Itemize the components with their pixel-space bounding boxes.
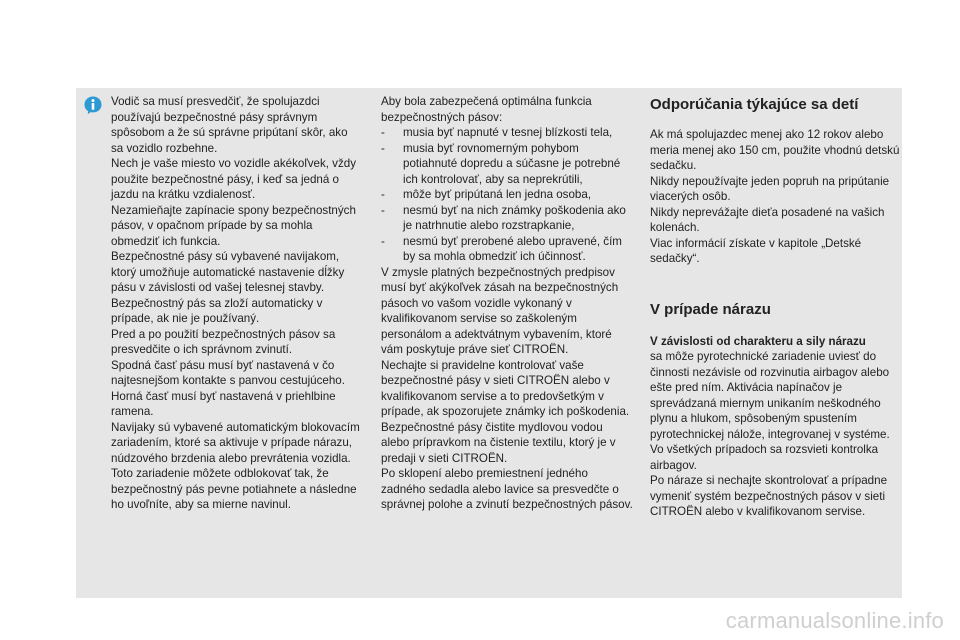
paragraph: Vodič sa musí presvedčiť, že spolujazdci používajú bezpečnostné pásy správnym spôsobom a že sú správne pripútaní skôr, ako sa vozidlo rozbehne. [111,95,348,155]
paragraph: Nezamieňajte zapínacie spony bezpečnostných pásov, v opačnom prípade by sa mohla obmedziť ich funkcia. [111,203,356,248]
seat-belt-advice-column [111,94,361,513]
list-item-text: nesmú byť na nich známky poškodenia ako je natrhnutie alebo rozstrapkanie, [403,203,626,232]
crash-subheading: V závislosti od charakteru a sily nárazu [650,334,866,348]
list-item [381,125,633,141]
paragraph: Nechajte si pravidelne kontrolovať vaše bezpečnostné pásy v sieti CITROËN alebo v kvalifikovanom servise a to predovšetkým v prípade, ak spozorujete známky ich poškodenia. [381,358,630,418]
paragraph: Po sklopení alebo premiestnení jedného zadného sedadla alebo lavice sa presvedčte o správnej polohe a zvinutí bezpečnostných pásov. [381,467,633,511]
paragraph: Navijaky sú vybavené automatickým blokovacím zariadením, ktoré sa aktivuje v prípade nárazu, núdzového brzdenia alebo prevrátenia vozidla. Toto zariadenie môžete odblokovať tak, že bezpečnostný pás pevne potiahnete a následne ho uvoľníte, aby sa mierne navinul. [111,420,360,511]
children-and-crash-column [650,94,902,520]
list-item [381,187,633,203]
paragraph: sa môže pyrotechnické zariadenie uviesť do činnosti nezávisle od rozvinutia airbagov alebo ešte pred ním. Aktivácia napínačov je sprevádzaná miernym unikaním neškodného plynu a hlukom, spôsobeným spustením pyrotechnickej nálože, integrovanej v systéme. [650,350,890,441]
paragraph: V zmysle platných bezpečnostných predpisov musí byť akýkoľvek zásah na bezpečnostných pásoch vo vašom vozidle vykonaný v kvalifikovanom servise so zaškoleným personálom a adektvátnym vybavením, ktoré vám poskytuje práve sieť CITROËN. [381,265,619,356]
bullet-dash: - [381,188,385,201]
paragraph: Horná časť musí byť nastavená v priehlbine ramena. [111,389,336,418]
bullet-dash: - [381,203,385,217]
bullet-dash: - [381,141,385,155]
paragraph: Pred a po použití bezpečnostných pásov sa presvedčite o ich správnom zvinutí. [111,327,336,356]
paragraph: Bezpečnostné pásy čistite mydlovou vodou alebo prípravkom na čistenie textilu, ktorý je v predaji v sieti CITROËN. [381,420,616,465]
paragraph: Nikdy nepoužívajte jeden popruh na pripútanie viacerých osôb. [650,174,890,203]
info-icon [83,95,103,115]
paragraph: Ak má spolujazdec menej ako 12 rokov alebo meria menej ako 150 cm, použite vhodnú detskú sedačku. [650,128,900,172]
paragraph: Bezpečnostné pásy sú vybavené navijakom, ktorý umožňuje automatické nastavenie dĺžky pásu v závislosti od vašej telesnej stavby. Bezpečnostný pás sa zloží automaticky v prípade, ak nie je používaný. [111,250,345,325]
paragraph: Vo všetkých prípadoch sa rozsvieti kontrolka airbagov. [650,443,879,472]
bullets-intro: Aby bola zabezpečená optimálna funkcia bezpečnostných pásov: [381,95,592,124]
crash-heading: V prípade nárazu [650,300,771,318]
list-item-text: nesmú byť prerobené alebo upravené, čím by sa mohla obmedziť ich účinnosť. [403,234,622,263]
paragraph: Viac informácií získate v kapitole „Detské sedačky“. [650,236,862,265]
bullet-dash: - [381,126,385,139]
paragraph: Nech je vaše miesto vo vozidle akékoľvek, vždy použite bezpečnostné pásy, i keď sa jedná o jazdu na krátku vzdialenosť. [111,157,357,201]
bullet-list [381,125,633,265]
bullet-dash: - [381,234,385,248]
list-item [381,203,633,234]
list-item [381,141,633,188]
watermark: carmanualsonline.info [725,608,944,633]
seat-belt-function-column [381,94,633,513]
paragraph: Nikdy neprevážajte dieťa posadené na vašich kolenách. [650,205,885,234]
children-heading: Odporúčania týkajúce sa detí [650,96,859,113]
list-item-text: musia byť rovnomerným pohybom potiahnuté dopredu a súčasne je potrebné ich kontrolovať, aby sa neprekrútili, [403,141,621,186]
paragraph: Po náraze si nechajte skontrolovať a prípadne vymeniť systém bezpečnostných pásov v sieti CITROËN alebo v kvalifikovanom servise. [650,474,888,518]
list-item [381,234,633,265]
list-item-text: musia byť napnuté v tesnej blízkosti tela, [403,126,613,139]
paragraph: Spodná časť pásu musí byť nastavená v čo najtesnejšom kontakte s panvou cestujúceho. [111,358,345,387]
list-item-text: môže byť pripútaná len jedna osoba, [403,188,592,201]
